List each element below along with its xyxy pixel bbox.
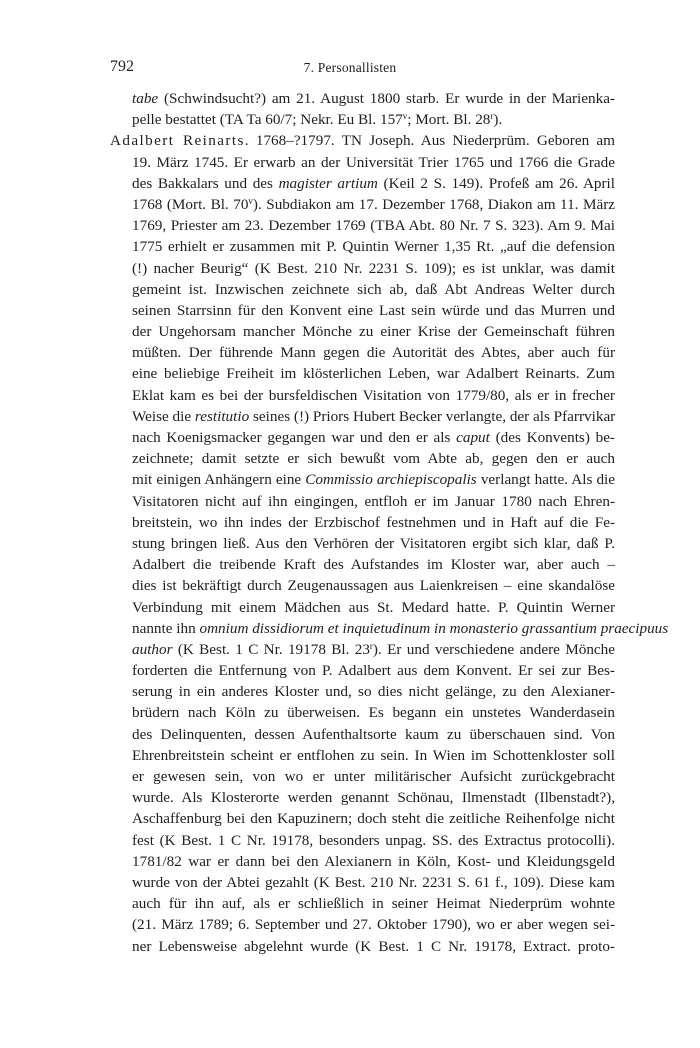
text-line [110, 597, 615, 618]
text-run: ). [493, 111, 503, 129]
text-run: (21. März 1789; 6. September und 27. Oktober 1790), wo er aber wegen sei- [132, 916, 615, 934]
text-run: gemeint ist. Inzwischen zeichnete sich ab, daß Abt Andreas Welter durch [132, 280, 615, 298]
text-line [110, 808, 615, 829]
section-title: 7. Personallisten [303, 60, 397, 75]
text-run: er gewesen sein, von wo er unter militärischer Aufsicht zurückgebracht [132, 768, 615, 785]
text-line [110, 130, 615, 151]
text-run: 1775 erhielt er zusammen mit P. Quintin Werner 1,35 Rt. „auf die defension [132, 238, 615, 256]
text-run: zeichnete; damit setzte er sich bewußt vom Abte ab, gegen den er auch [132, 450, 615, 468]
text-line [110, 469, 615, 490]
text-line [110, 363, 615, 384]
text-run: Aschaffenburg bei den Kapuzinern; doch steht die zeitliche Reihenfolge nicht [132, 810, 615, 828]
italic-term: Commissio archiepiscopalis [305, 471, 477, 489]
text-line [110, 575, 615, 596]
text-line [110, 491, 615, 512]
folio-superscript: v [402, 111, 408, 122]
text-line [110, 258, 615, 279]
text-run: 1781/82 war er dann bei den Alexianern in Köln, Kost- und Kleidungsgeld [132, 852, 615, 870]
italic-term: caput [456, 429, 490, 446]
text-line [110, 385, 615, 406]
text-run: forderten die Entfernung von P. Adalbert aus dem Konvent. Er sei zur Bes- [132, 662, 615, 680]
text-line [110, 321, 615, 342]
body-text [110, 88, 669, 957]
text-run: 1769, Priester am 23. Dezember 1769 (TBA Abt. 80 Nr. 7 S. 323). Am 9. Mai [132, 217, 615, 235]
text-run: Adalbert die treibende Kraft des Aufstandes im Kloster war, aber auch – [132, 556, 615, 574]
text-run: wurde von der Abtei gezahlt (K Best. 210 Nr. 2231 S. 61 f., 109). Diese kam [132, 873, 615, 891]
text-line [110, 724, 615, 745]
text-run: nach Koenigsmacker gegangen war und den er als [132, 429, 457, 446]
folio-superscript: v [248, 195, 253, 206]
text-run: eine beliebige Freiheit im klösterlichen Leben, war Adalbert Reinarts. Zum [132, 365, 615, 383]
text-run: ; Mort. Bl. 28 [407, 111, 491, 129]
text-run: Ehrenbreitstein scheint er entflohen zu sein. In Wien im Schottenkloster soll [132, 746, 615, 764]
text-run: auch für ihn auf, als er schließlich in seiner Heimat Niederprüm wohnte [132, 895, 615, 913]
text-line [110, 533, 615, 554]
text-line [110, 88, 615, 109]
text-run: brüdern nach Köln zu überweisen. Es begann ein unstetes Wanderdasein [132, 704, 615, 722]
text-line [110, 554, 615, 575]
folio-superscript: r [369, 640, 373, 651]
text-run: seinen Starrsinn für den Konvent eine Last sein würde und das Murren und [132, 301, 615, 319]
text-run: ner Lebensweise abgelehnt wurde (K Best. 1 C Nr. 19178, Extract. proto- [132, 937, 615, 955]
text-run: des Bakkalars und des [132, 174, 279, 192]
text-run: wurde. Als Klosterorte werden genannt Schönau, Ilmenstadt (Ilbenstadt?), [132, 789, 615, 807]
text-run: seines (!) Priors Hubert Becker verlangte, der als Pfarrvikar [249, 407, 616, 425]
text-run: (Schwindsucht?) am 21. August 1800 starb. Er wurde in der Marienka- [158, 90, 615, 107]
text-run: 1768 (Mort. Bl. 70 [132, 195, 249, 213]
text-line [110, 745, 615, 766]
text-run: breitstein, wo ihn indes der Erzbischof festnehmen und in Haft auf die Fe- [132, 513, 615, 531]
running-head [0, 58, 700, 82]
text-line [110, 448, 615, 469]
entry-name: Adalbert Reinarts [110, 132, 245, 150]
text-run: mit einigen Anhängern eine [132, 471, 306, 489]
text-run: pelle bestattet (TA Ta 60/7; Nekr. Eu Bl. 157 [132, 111, 403, 129]
text-run: des Delinquenten, dessen Aufenthaltsorte kaum zu überschauen sind. Von [132, 725, 615, 743]
text-line [110, 639, 615, 660]
text-run: fest (K Best. 1 C Nr. 19178, besonders unpag. SS. des Extractus protocolli). [132, 831, 615, 849]
text-run: 19. März 1745. Er erwarb an der Universität Trier 1765 und 1766 die Grade [132, 153, 615, 171]
italic-term: restitutio [194, 407, 250, 425]
text-line [110, 914, 615, 935]
italic-term: tabe [132, 90, 159, 107]
text-line [110, 300, 615, 321]
text-run: Verbindung mit einem Mädchen aus St. Medard hatte. P. Quintin Werner [132, 598, 615, 616]
text-line [110, 427, 615, 448]
text-line [110, 215, 615, 236]
text-line [110, 830, 615, 851]
text-line [110, 152, 615, 173]
text-run: (des Konvents) be- [489, 429, 615, 446]
text-line [110, 618, 669, 639]
text-run: stung bringen ließ. Aus den Verhören der Visitatoren ergibt sich klar, daß P. [132, 534, 615, 552]
text-line [110, 194, 615, 215]
folio-superscript: r [490, 111, 494, 122]
text-line [110, 766, 615, 787]
text-line [110, 660, 615, 681]
text-run: Weise die [132, 407, 195, 425]
text-run: verlangt hatte. Als die [476, 471, 616, 489]
text-line [110, 109, 615, 130]
text-run: dies ist bekräftigt durch Zeugenaussagen aus Laienkreisen – eine skandalöse [132, 577, 615, 595]
text-run: (!) nacher Beurig“ (K Best. 210 Nr. 2231 S. 109); es ist unklar, was damit [132, 259, 615, 277]
text-run: nannte ihn [132, 619, 200, 637]
text-line [110, 872, 615, 893]
text-line [110, 279, 615, 300]
text-line [110, 512, 615, 533]
italic-term: omnium dissidiorum et inquietudinum in monasterio grassantium praecipuus [199, 619, 669, 637]
text-line [110, 936, 615, 957]
text-line [110, 787, 615, 808]
page-number: 792 [110, 58, 134, 75]
text-line [110, 342, 615, 363]
text-run: . 1768–?1797. TN Joseph. Aus Niederprüm. Geboren am [244, 132, 615, 150]
text-run: ). Er und verschiedene andere Mönche [372, 640, 615, 658]
text-run: der Ungehorsam mancher Mönche zu einer Krise der Gemeinschaft führen [132, 323, 615, 341]
text-run: (K Best. 1 C Nr. 19178 Bl. 23 [172, 640, 370, 658]
text-line [110, 702, 615, 723]
text-line [110, 173, 615, 194]
text-line [110, 236, 615, 257]
text-line [110, 851, 615, 872]
italic-term: magister artium [278, 174, 378, 192]
text-line [110, 681, 615, 702]
text-run: Visitatoren nicht auf ihn eingingen, entfloh er im Januar 1780 nach Ehren- [132, 492, 615, 510]
text-line [110, 406, 615, 427]
italic-term: author [132, 640, 173, 658]
text-run: Eklat kam es bei der bursfeldischen Visitation von 1779/80, als er in frecher [132, 386, 615, 404]
text-run: (Keil 2 S. 149). Profeß am 26. April [377, 174, 615, 192]
text-run: müßten. Der führende Mann gegen die Autorität des Abtes, aber auch für [132, 344, 615, 362]
text-run: ). Subdiakon am 17. Dezember 1768, Diakon am 11. März [252, 195, 615, 213]
text-run: serung in ein anderes Kloster und, so dies nicht gelänge, zu den Alexianer- [132, 683, 615, 701]
text-line [110, 893, 615, 914]
